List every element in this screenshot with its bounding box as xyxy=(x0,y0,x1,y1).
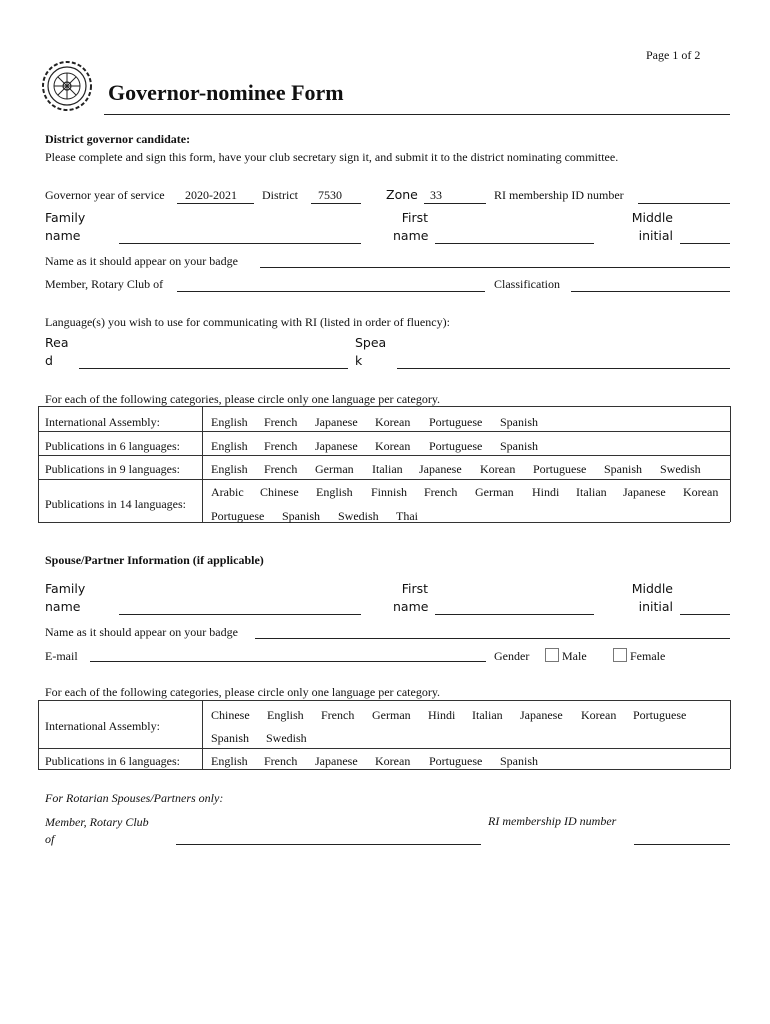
lang-option[interactable]: Swedish xyxy=(266,731,307,745)
table1-row4-label: Publications in 14 languages: xyxy=(45,497,186,511)
lang-option[interactable]: Portuguese xyxy=(533,462,587,476)
lang-option[interactable]: Hindi xyxy=(428,708,456,722)
lang-option[interactable]: Italian xyxy=(372,462,403,476)
first-name-label: First name xyxy=(393,210,429,243)
female-label: Female xyxy=(630,649,666,663)
lang-option[interactable]: Portuguese xyxy=(429,415,483,429)
category-instruction: For each of the following categories, please circle only one language per category. xyxy=(45,392,441,406)
lang-option[interactable]: Spanish xyxy=(500,415,539,429)
lang-option[interactable]: Korean xyxy=(375,439,411,453)
classification-field[interactable] xyxy=(571,291,730,292)
year-label: Governor year of service xyxy=(45,188,165,202)
lang-option[interactable]: Korean xyxy=(375,754,411,768)
lang-option[interactable]: Spanish xyxy=(211,731,250,745)
lang-option[interactable]: Swedish xyxy=(338,509,379,523)
table1-row1-label: International Assembly: xyxy=(45,415,160,429)
lang-option[interactable]: Italian xyxy=(576,485,607,499)
zone-field[interactable] xyxy=(424,203,486,204)
email-field[interactable] xyxy=(90,661,486,662)
lang-option[interactable]: Italian xyxy=(472,708,503,722)
spouse-middle-initial-field[interactable] xyxy=(680,614,730,615)
male-label: Male xyxy=(562,649,587,663)
year-field[interactable] xyxy=(177,203,254,204)
lang-option[interactable]: Korean xyxy=(581,708,617,722)
lang-option[interactable]: English xyxy=(267,708,304,722)
badge-field[interactable] xyxy=(260,267,730,268)
middle-initial-field[interactable] xyxy=(680,243,730,244)
speak-label: Spea k xyxy=(355,335,387,368)
spouse-badge-field[interactable] xyxy=(255,638,730,639)
lang-option[interactable]: Spanish xyxy=(500,439,539,453)
lang-option[interactable]: Swedish xyxy=(660,462,701,476)
club-field[interactable] xyxy=(177,291,485,292)
male-checkbox[interactable] xyxy=(545,648,559,662)
spouse-first-name-label: First name xyxy=(393,581,429,614)
rotarian-club-label: Member, Rotary Club of xyxy=(45,815,149,846)
email-label: E-mail xyxy=(45,649,78,663)
lang-option[interactable]: Hindi xyxy=(532,485,560,499)
lang-option[interactable]: French xyxy=(321,708,355,722)
zone-label: Zone xyxy=(386,187,418,202)
table2-row2-label: Publications in 6 languages: xyxy=(45,754,180,768)
category-instruction-2: For each of the following categories, please circle only one language per category. xyxy=(45,685,441,699)
speak-field[interactable] xyxy=(397,368,730,369)
lang-option[interactable]: Spanish xyxy=(500,754,539,768)
spouse-first-name-field[interactable] xyxy=(435,614,594,615)
lang-option[interactable]: German xyxy=(315,462,354,476)
table2-row1-label: International Assembly: xyxy=(45,719,160,733)
lang-option[interactable]: Korean xyxy=(683,485,719,499)
lang-option[interactable]: English xyxy=(316,485,353,499)
lang-option[interactable]: Finnish xyxy=(371,485,408,499)
spouse-family-name-field[interactable] xyxy=(119,614,361,615)
lang-option[interactable]: Chinese xyxy=(211,708,250,722)
lang-option[interactable]: Chinese xyxy=(260,485,299,499)
family-name-label: Family name xyxy=(45,210,86,243)
lang-option[interactable]: French xyxy=(264,415,298,429)
district-value: 7530 xyxy=(318,188,342,202)
ri-id-label: RI membership ID number xyxy=(494,188,624,202)
first-name-field[interactable] xyxy=(435,243,594,244)
read-field[interactable] xyxy=(79,368,348,369)
club-label: Member, Rotary Club of xyxy=(45,277,164,291)
district-field[interactable] xyxy=(311,203,361,204)
lang-option[interactable]: English xyxy=(211,439,248,453)
ri-id-field[interactable] xyxy=(638,203,730,204)
lang-option[interactable]: Japanese xyxy=(520,708,563,722)
title-rule xyxy=(104,114,730,115)
lang-option[interactable]: German xyxy=(372,708,411,722)
lang-option[interactable]: Portuguese xyxy=(211,509,265,523)
gender-label: Gender xyxy=(494,649,530,663)
rotarian-ri-id-field[interactable] xyxy=(634,844,730,845)
family-name-field[interactable] xyxy=(119,243,361,244)
lang-option[interactable]: French xyxy=(264,439,298,453)
table1-row3-label: Publications in 9 languages: xyxy=(45,462,180,476)
rotarian-ri-id-label: RI membership ID number xyxy=(488,814,617,828)
lang-option[interactable]: Portuguese xyxy=(429,754,483,768)
lang-option[interactable]: Japanese xyxy=(623,485,666,499)
zone-value: 33 xyxy=(430,188,442,202)
lang-option[interactable]: English xyxy=(211,462,248,476)
lang-option[interactable]: French xyxy=(264,754,298,768)
lang-option[interactable]: Japanese xyxy=(315,439,358,453)
lang-option[interactable]: German xyxy=(475,485,514,499)
lang-option[interactable]: Japanese xyxy=(315,754,358,768)
lang-option[interactable]: Korean xyxy=(375,415,411,429)
spouse-middle-initial-label: Middle initial xyxy=(631,581,673,614)
lang-option[interactable]: Thai xyxy=(396,509,418,523)
page-title: Governor-nominee Form xyxy=(108,80,344,105)
lang-option[interactable]: Korean xyxy=(480,462,516,476)
classification-label: Classification xyxy=(494,277,560,291)
languages-intro: Language(s) you wish to use for communicating with RI (listed in order of fluency): xyxy=(45,315,450,329)
lang-option[interactable]: French xyxy=(424,485,458,499)
lang-option[interactable]: Japanese xyxy=(315,415,358,429)
spouse-heading: Spouse/Partner Information (if applicable) xyxy=(45,553,264,567)
middle-initial-label: Middle initial xyxy=(631,210,673,243)
lang-option[interactable]: English xyxy=(211,754,248,768)
spouse-badge-label: Name as it should appear on your badge xyxy=(45,625,238,639)
district-label: District xyxy=(262,188,298,202)
lang-option[interactable]: French xyxy=(264,462,298,476)
lang-option[interactable]: Portuguese xyxy=(633,708,687,722)
rotary-logo-icon xyxy=(41,60,93,112)
table1-row2-label: Publications in 6 languages: xyxy=(45,439,180,453)
intro-text: Please complete and sign this form, have your club secretary sign it, and submit it to the district nominating committee. xyxy=(45,150,619,164)
badge-label: Name as it should appear on your badge xyxy=(45,254,238,268)
lang-option[interactable]: Spanish xyxy=(282,509,321,523)
lang-option[interactable]: Portuguese xyxy=(429,439,483,453)
spouse-family-name-label: Family name xyxy=(45,581,86,614)
rotarian-heading: For Rotarian Spouses/Partners only: xyxy=(45,791,224,805)
year-value: 2020-2021 xyxy=(185,188,237,202)
intro-heading: District governor candidate: xyxy=(45,132,191,146)
lang-option[interactable]: English xyxy=(211,415,248,429)
lang-option[interactable]: Arabic xyxy=(211,485,244,499)
page-number: Page 1 of 2 xyxy=(646,48,701,62)
read-label: Rea d xyxy=(45,335,69,368)
lang-option[interactable]: Spanish xyxy=(604,462,643,476)
rotarian-club-field[interactable] xyxy=(176,844,481,845)
lang-option[interactable]: Japanese xyxy=(419,462,462,476)
female-checkbox[interactable] xyxy=(613,648,627,662)
